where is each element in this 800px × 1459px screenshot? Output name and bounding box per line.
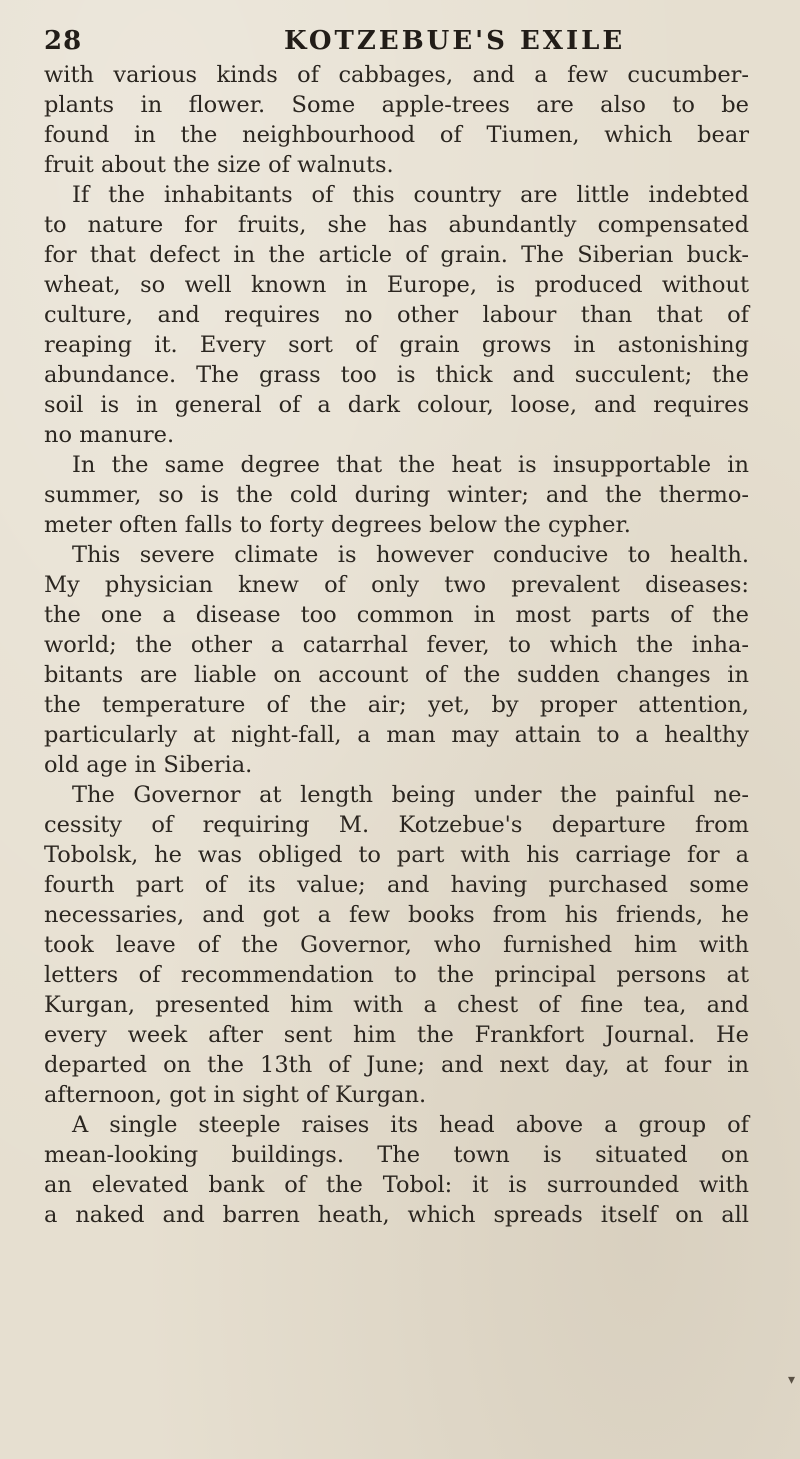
text-line: wheat, so well known in Europe, is produced without [44,272,749,298]
text-line: culture, and requires no other labour than that of [44,302,749,328]
paragraph [44,60,749,180]
text-line: fruit about the size of walnuts. [44,152,394,178]
body-text [44,60,749,1230]
text-line: In the same degree that the heat is insupportable in [72,452,749,478]
text-line: plants in flower. Some apple-trees are also to be [44,92,749,118]
text-line: My physician knew of only two prevalent diseases: [44,572,749,598]
text-line: an elevated bank of the Tobol: it is surrounded with [44,1172,749,1198]
text-line: summer, so is the cold during winter; and the thermo- [44,482,749,508]
paragraph [44,540,749,780]
text-line: no manure. [44,422,175,448]
text-line: mean-looking buildings. The town is situated on [44,1142,749,1168]
text-line: A single steeple raises its head above a group of [72,1112,749,1138]
text-line: This severe climate is however conducive to health. [72,542,749,568]
paragraph [44,780,749,1110]
printer-mark-icon: ▾ [788,1372,796,1388]
text-line: soil is in general of a dark colour, loose, and requires [44,392,749,418]
text-line: took leave of the Governor, who furnished him with [44,932,749,958]
text-line: bitants are liable on account of the sudden changes in [44,662,749,688]
text-line: every week after sent him the Frankfort Journal. He [44,1022,749,1048]
text-line: necessaries, and got a few books from his friends, he [44,902,749,928]
text-line: meter often falls to forty degrees below the cypher. [44,512,631,538]
text-line: with various kinds of cabbages, and a few cucumber- [44,62,749,88]
text-line: afternoon, got in sight of Kurgan. [44,1082,427,1108]
text-line: for that defect in the article of grain. The Siberian buck- [44,242,749,268]
text-line: the one a disease too common in most parts of the [44,602,749,628]
text-line: world; the other a catarrhal fever, to which the inha- [44,632,749,658]
paragraph [44,1110,749,1230]
text-line: If the inhabitants of this country are little indebted [72,182,749,208]
text-line: Tobolsk, he was obliged to part with his carriage for a [44,842,749,868]
text-line: the temperature of the air; yet, by proper attention, [44,692,749,718]
paragraph [44,450,749,540]
text-line: old age in Siberia. [44,752,253,778]
text-line: cessity of requiring M. Kotzebue's departure from [44,812,749,838]
text-line: departed on the 13th of June; and next day, at four in [44,1052,749,1078]
text-line: to nature for fruits, she has abundantly compensated [44,212,749,238]
text-line: a naked and barren heath, which spreads itself on all [44,1202,749,1228]
text-line: Kurgan, presented him with a chest of fine tea, and [44,992,749,1018]
page-header [44,22,749,58]
text-line: particularly at night-fall, a man may attain to a healthy [44,722,749,748]
page-number: 28 [44,26,83,56]
text-line: found in the neighbourhood of Tiumen, which bear [44,122,749,148]
text-line: reaping it. Every sort of grain grows in astonishing [44,332,749,358]
paragraph [44,180,749,450]
running-title: KOTZEBUE'S EXILE [284,26,626,56]
text-line: letters of recommendation to the principal persons at [44,962,749,988]
text-line: abundance. The grass too is thick and succulent; the [44,362,749,388]
text-line: The Governor at length being under the painful ne- [72,782,749,808]
text-line: fourth part of its value; and having purchased some [44,872,749,898]
